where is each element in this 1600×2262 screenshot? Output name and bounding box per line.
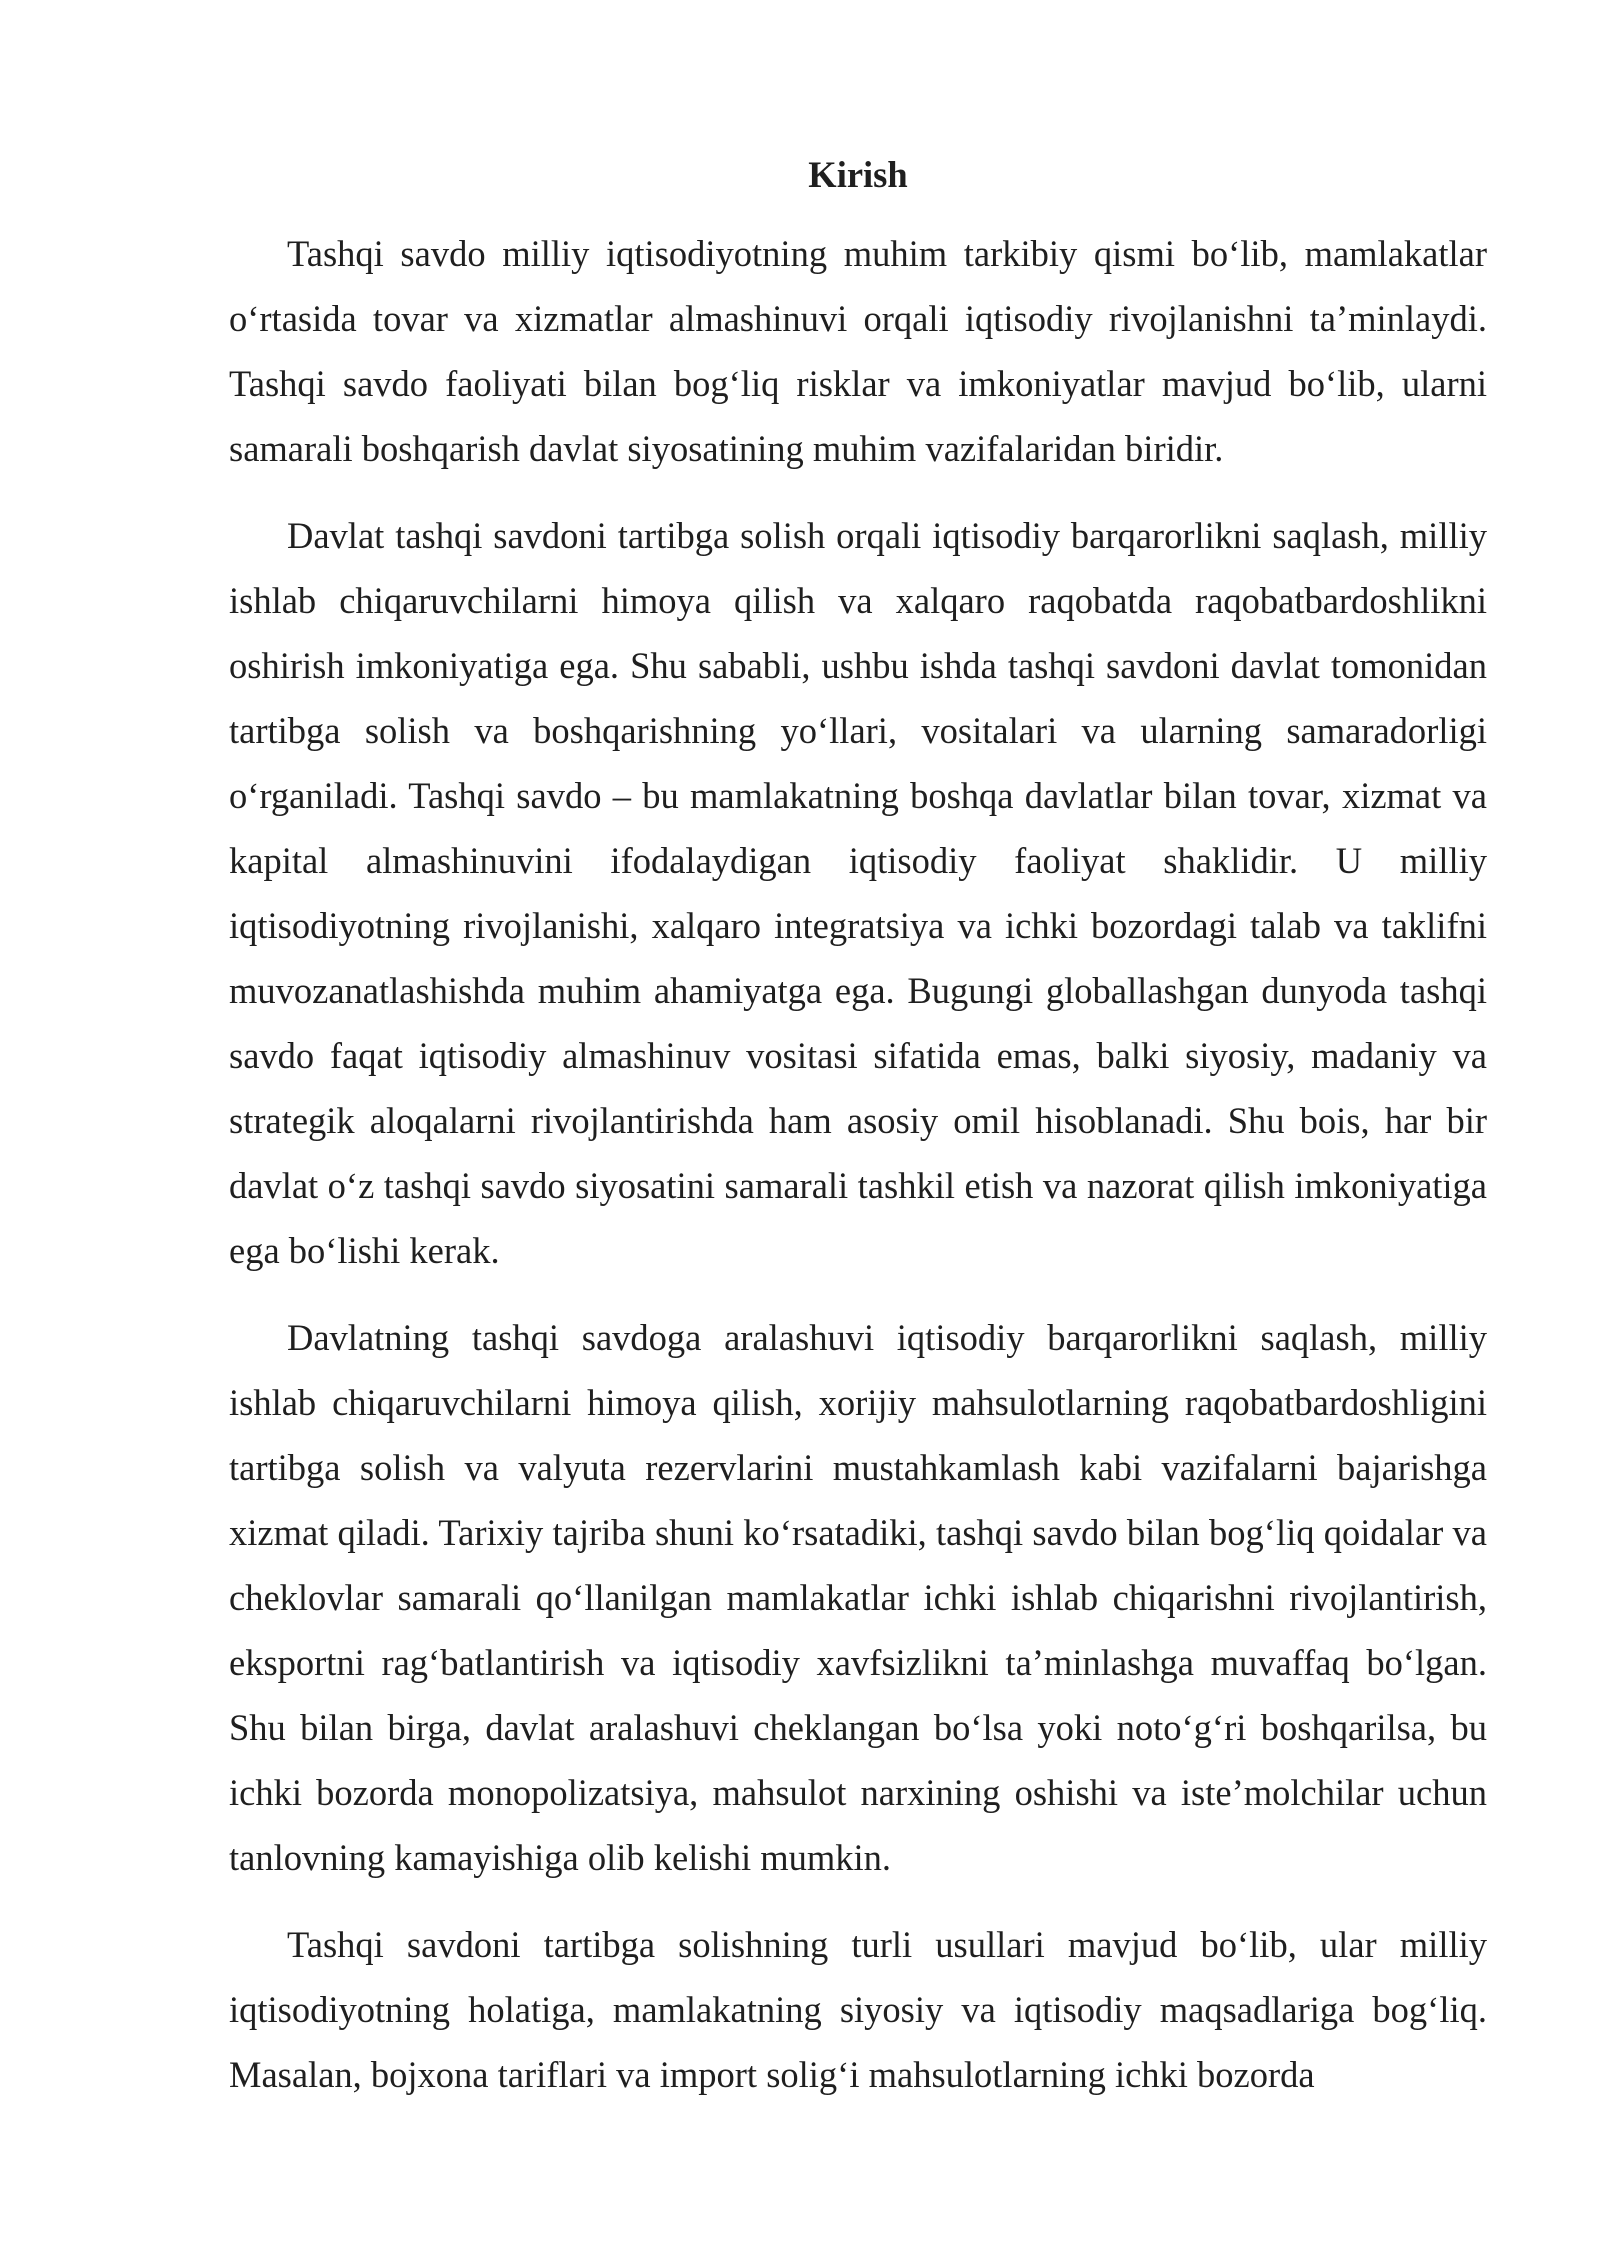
document-body [229, 150, 1487, 2129]
paragraph-4: Tashqi savdoni tartibga solishning turli usullari mavjud bo‘lib, ular milliy iqtisodiyotning holatiga, mamlakatning siyosiy va iqtisodiy maqsadlariga bog‘liq. Masalan, bojxona tariflari va import solig‘i mahsulotlarning ichki bozorda [229, 1924, 1487, 2095]
paragraph-1: Tashqi savdo milliy iqtisodiyotning muhim tarkibiy qismi bo‘lib, mamlakatlar o‘rtasida tovar va xizmatlar almashinuvi orqali iqtisodiy rivojlanishni ta’minlaydi. Tashqi savdo faoliyati bilan bog‘liq risklar va imkoniyatlar mavjud bo‘lib, ularni samarali boshqarish davlat siyosatining muhim vazifalaridan biridir. [229, 233, 1487, 469]
paragraph-3: Davlatning tashqi savdoga aralashuvi iqtisodiy barqarorlikni saqlash, milliy ishlab chiqaruvchilarni himoya qilish, xorijiy mahsulotlarning raqobatbardoshligini tartibga solish va valyuta rezervlarini mustahkamlash kabi vazifalarni bajarishga xizmat qiladi. Tarixiy tajriba shuni ko‘rsatadiki, tashqi savdo bilan bog‘liq qoidalar va cheklovlar samarali qo‘llanilgan mamlakatlar ichki ishlab chiqarishni rivojlantirish, eksportni rag‘batlantirish va iqtisodiy xavfsizlikni ta’minlashga muvaffaq bo‘lgan. Shu bilan birga, davlat aralashuvi cheklangan bo‘lsa yoki noto‘g‘ri boshqarilsa, bu ichki bozorda monopolizatsiya, mahsulot narxining oshishi va iste’molchilar uchun tanlovning kamayishiga olib kelishi mumkin. [229, 1317, 1487, 1878]
document-title: Kirish [808, 154, 908, 195]
paragraph-2: Davlat tashqi savdoni tartibga solish orqali iqtisodiy barqarorlikni saqlash, milliy ishlab chiqaruvchilarni himoya qilish va xalqaro raqobatda raqobatbardoshlikni oshirish imkoniyatiga ega. Shu sababli, ushbu ishda tashqi savdoni davlat tomonidan tartibga solish va boshqarishning yo‘llari, vositalari va ularning samaradorligi o‘rganiladi. Tashqi savdo – bu mamlakatning boshqa davlatlar bilan tovar, xizmat va kapital almashinuvini ifodalaydigan iqtisodiy faoliyat shaklidir. U milliy iqtisodiyotning rivojlanishi, xalqaro integratsiya va ichki bozordagi talab va taklifni muvozanatlashishda muhim ahamiyatga ega. Bugungi globallashgan dunyoda tashqi savdo faqat iqtisodiy almashinuv vositasi sifatida emas, balki siyosiy, madaniy va strategik aloqalarni rivojlantirishda ham asosiy omil hisoblanadi. Shu bois, har bir davlat o‘z tashqi savdo siyosatini samarali tashkil etish va nazorat qilish imkoniyatiga ega bo‘lishi kerak. [229, 515, 1487, 1271]
